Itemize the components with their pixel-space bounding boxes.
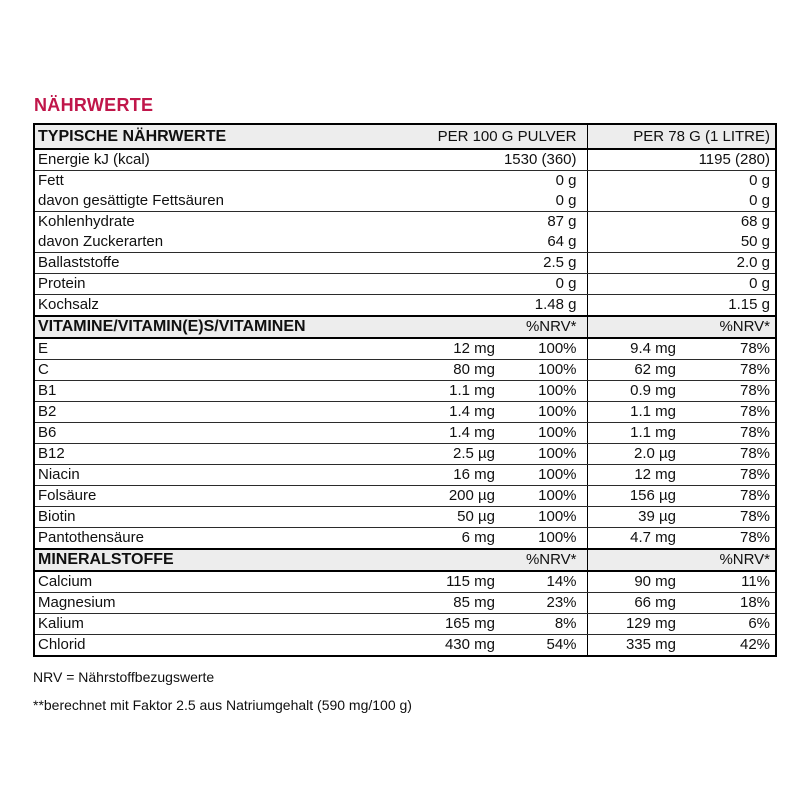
value-per-78g: 0 g — [587, 191, 776, 212]
amount-per-78g: 0.9 mg — [587, 381, 694, 402]
row-label: Fett — [38, 172, 64, 189]
nutrition-table — [33, 123, 777, 657]
row-label: davon gesättigte Fettsäuren — [34, 191, 374, 212]
row-vitamin-c — [34, 360, 776, 381]
amount-per-100g: 85 mg — [374, 593, 509, 614]
value-per-78g: 68 g — [587, 212, 776, 233]
amount-per-100g: 50 µg — [374, 507, 509, 528]
amount-per-100g: 1.4 mg — [374, 402, 509, 423]
value-per-78g: 0 g — [587, 274, 776, 295]
amount-per-100g: 16 mg — [374, 465, 509, 486]
row-label: Pantothensäure — [34, 528, 374, 550]
value-per-100g: 87 g — [547, 213, 577, 230]
nrv-header-100g: %NRV* — [509, 316, 587, 338]
value-per-78g: 0 g — [587, 171, 776, 192]
amount-per-100g: 2.5 µg — [374, 444, 509, 465]
row-label: E — [34, 338, 374, 360]
value-per-100g: 1530 (360) — [374, 149, 587, 171]
footnote-nrv: NRV = Nährstoffbezugswerte — [33, 669, 215, 685]
row-magnesium — [34, 593, 776, 614]
nrv-per-78g: 78% — [694, 465, 776, 486]
amount-per-100g: 80 mg — [374, 360, 509, 381]
row-label: davon Zuckerarten — [34, 232, 374, 253]
value-per-100g: 2.5 g — [374, 253, 587, 274]
row-label: Niacin — [34, 465, 374, 486]
amount-per-78g: 12 mg — [587, 465, 694, 486]
nrv-per-100g: 8% — [509, 614, 587, 635]
nrv-per-100g: 100% — [509, 528, 587, 550]
nrv-per-78g: 78% — [694, 423, 776, 444]
value-per-100g: 64 g — [374, 232, 587, 253]
nutrition-panel — [33, 95, 775, 713]
nrv-per-100g: 14% — [509, 571, 587, 593]
row-label: Magnesium — [34, 593, 374, 614]
header-per-78g: PER 78 G (1 LITRE) — [587, 124, 776, 149]
nrv-per-78g: 78% — [694, 507, 776, 528]
row-kalium — [34, 614, 776, 635]
amount-per-78g: 1.1 mg — [587, 423, 694, 444]
amount-per-100g: 430 mg — [374, 635, 509, 657]
value-per-100g: 1.48 g — [374, 295, 587, 317]
footnotes — [33, 669, 775, 713]
nrv-header-100g: %NRV* — [509, 549, 587, 571]
value-per-100g: 0 g — [555, 172, 577, 189]
amount-per-100g: 1.4 mg — [374, 423, 509, 444]
amount-per-78g: 129 mg — [587, 614, 694, 635]
row-vitamin-b2 — [34, 402, 776, 423]
amount-per-78g: 1.1 mg — [587, 402, 694, 423]
row-vitamin-e — [34, 338, 776, 360]
row-biotin — [34, 507, 776, 528]
amount-per-100g: 115 mg — [374, 571, 509, 593]
row-label: C — [34, 360, 374, 381]
page-title: NÄHRWERTE — [34, 95, 154, 115]
row-protein — [34, 274, 776, 295]
section-title: MINERALSTOFFE — [34, 549, 509, 571]
row-label: Kalium — [34, 614, 374, 635]
nrv-per-100g: 54% — [509, 635, 587, 657]
row-vitamin-b12 — [34, 444, 776, 465]
nrv-per-78g: 78% — [694, 360, 776, 381]
nrv-per-100g: 100% — [509, 465, 587, 486]
amount-per-78g: 4.7 mg — [587, 528, 694, 550]
row-label: Biotin — [34, 507, 374, 528]
nrv-per-78g: 18% — [694, 593, 776, 614]
nrv-per-78g: 78% — [694, 486, 776, 507]
nrv-per-78g: 78% — [694, 402, 776, 423]
row-ballaststoffe — [34, 253, 776, 274]
value-per-78g: 50 g — [587, 232, 776, 253]
section-title: VITAMINE/VITAMIN(E)S/VITAMINEN — [34, 316, 509, 338]
amount-per-78g: 39 µg — [587, 507, 694, 528]
nrv-per-78g: 42% — [694, 635, 776, 657]
row-vitamin-b6 — [34, 423, 776, 444]
row-niacin — [34, 465, 776, 486]
row-label: B2 — [34, 402, 374, 423]
row-zuckerarten — [34, 232, 776, 253]
table-header-row — [34, 124, 776, 149]
nrv-per-100g: 100% — [509, 402, 587, 423]
row-gesaettigte-fettsaeuren — [34, 191, 776, 212]
row-kohlenhydrate — [34, 212, 776, 233]
row-vitamin-b1 — [34, 381, 776, 402]
nrv-per-78g: 78% — [694, 338, 776, 360]
row-chlorid — [34, 635, 776, 657]
amount-per-100g: 1.1 mg — [374, 381, 509, 402]
amount-per-100g: 6 mg — [374, 528, 509, 550]
nrv-per-78g: 78% — [694, 381, 776, 402]
nrv-per-100g: 100% — [509, 381, 587, 402]
row-label: Kohlenhydrate — [38, 213, 135, 230]
value-per-100g: 0 g — [374, 274, 587, 295]
amount-per-78g: 2.0 µg — [587, 444, 694, 465]
row-kochsalz — [34, 295, 776, 317]
row-label: B6 — [34, 423, 374, 444]
amount-per-78g: 9.4 mg — [587, 338, 694, 360]
row-label: Protein — [34, 274, 374, 295]
row-fett — [34, 171, 776, 192]
section-header-vitamins — [34, 316, 776, 338]
nrv-header-78g: %NRV* — [587, 549, 776, 571]
section-header-minerals — [34, 549, 776, 571]
value-per-78g: 2.0 g — [587, 253, 776, 274]
row-label: Kochsalz — [34, 295, 374, 317]
row-energie — [34, 149, 776, 171]
row-calcium — [34, 571, 776, 593]
amount-per-100g: 165 mg — [374, 614, 509, 635]
header-per-100g: PER 100 G PULVER — [374, 124, 587, 149]
nrv-per-100g: 100% — [509, 338, 587, 360]
nrv-per-100g: 100% — [509, 507, 587, 528]
nrv-per-100g: 100% — [509, 423, 587, 444]
nrv-per-78g: 78% — [694, 444, 776, 465]
nrv-header-78g: %NRV* — [587, 316, 776, 338]
row-label: Calcium — [34, 571, 374, 593]
amount-per-100g: 12 mg — [374, 338, 509, 360]
value-per-100g: 0 g — [374, 191, 587, 212]
nrv-per-100g: 100% — [509, 360, 587, 381]
row-pantothensaeure — [34, 528, 776, 550]
amount-per-100g: 200 µg — [374, 486, 509, 507]
row-label: B1 — [34, 381, 374, 402]
row-label: Energie kJ (kcal) — [34, 149, 374, 171]
value-per-78g: 1.15 g — [587, 295, 776, 317]
value-per-78g: 1195 (280) — [587, 149, 776, 171]
nrv-per-100g: 23% — [509, 593, 587, 614]
nrv-per-100g: 100% — [509, 486, 587, 507]
row-label: Chlorid — [34, 635, 374, 657]
header-typical-values: TYPISCHE NÄHRWERTE — [34, 124, 374, 149]
nrv-per-78g: 6% — [694, 614, 776, 635]
amount-per-78g: 66 mg — [587, 593, 694, 614]
nrv-per-78g: 11% — [694, 571, 776, 593]
row-label: Folsäure — [34, 486, 374, 507]
row-folsaeure — [34, 486, 776, 507]
amount-per-78g: 62 mg — [587, 360, 694, 381]
amount-per-78g: 335 mg — [587, 635, 694, 657]
row-label: B12 — [34, 444, 374, 465]
row-label: Ballaststoffe — [34, 253, 374, 274]
nrv-per-78g: 78% — [694, 528, 776, 550]
nrv-per-100g: 100% — [509, 444, 587, 465]
footnote-salt-factor: **berechnet mit Faktor 2.5 aus Natriumgehalt (590 mg/100 g) — [33, 697, 412, 713]
amount-per-78g: 90 mg — [587, 571, 694, 593]
amount-per-78g: 156 µg — [587, 486, 694, 507]
